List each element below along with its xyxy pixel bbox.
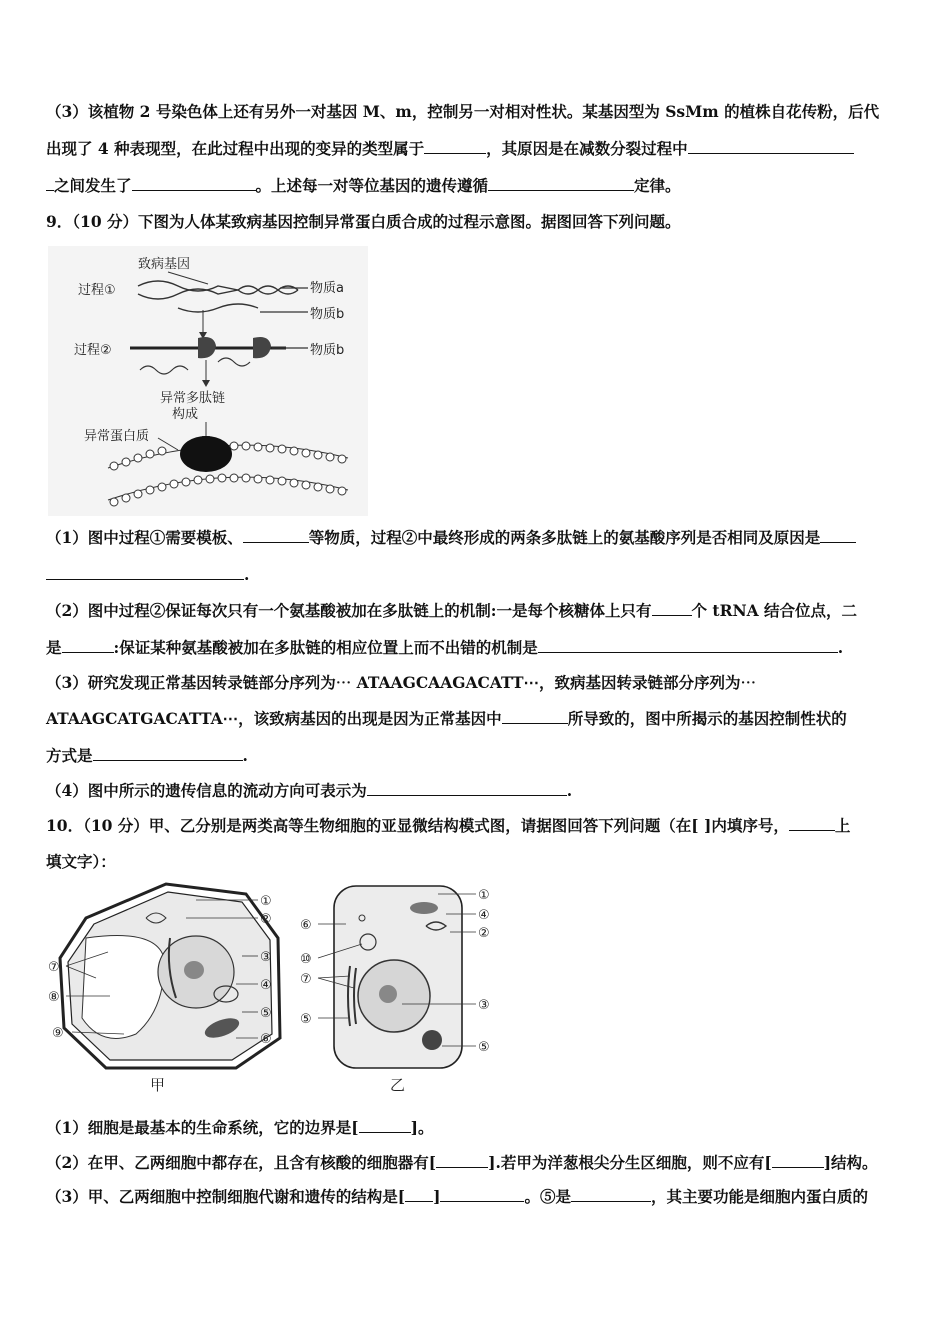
label-7: ⑦: [48, 960, 60, 975]
label-8: ⑧: [48, 990, 60, 1005]
answer-blank[interactable]: [789, 816, 835, 831]
text: 上: [834, 816, 851, 835]
label-2: ②: [478, 926, 490, 941]
text: 等物质，过程②中最终形成的两条多肽链上的氨基酸序列是否相同及原因是: [308, 528, 821, 547]
q10-s3: [46, 1186, 868, 1208]
q9-s2-line2: [46, 637, 843, 659]
fig-forms-label: 构成: [172, 407, 199, 422]
label-9: ⑨: [52, 1026, 64, 1041]
q8-part3-line1: （3）该植物 2 号染色体上还有另外一对基因 M、m，控制另一对相对性状。某基因型为 SsMm 的植株自花传粉，后代: [46, 102, 880, 121]
text: 。⑤是: [524, 1187, 571, 1206]
text: 。上述每一对等位基因的遗传遵循: [255, 176, 489, 195]
q9-s4: [46, 780, 572, 802]
answer-blank[interactable]: [46, 565, 244, 580]
answer-blank[interactable]: [405, 1187, 433, 1202]
text: ]: [433, 1187, 441, 1206]
q9-stem: [46, 211, 681, 233]
q9-s3-line1: （3）研究发现正常基因转录链部分序列为⋯ ATAAGCAAGACATT⋯，致病基因转录链部分序列为⋯: [46, 673, 757, 692]
fig-chain-label: 异常多肽链: [160, 391, 226, 406]
text: 9．（10 分）下图为人体某致病基因控制异常蛋白质合成的过程示意图。据图回答下列问题。: [46, 212, 681, 231]
label-6: ⑥: [260, 1032, 272, 1047]
q10-s2: [46, 1152, 878, 1174]
text: （1）图中过程①需要模板、: [46, 528, 243, 547]
label-2: ②: [260, 912, 272, 927]
text: 是: [46, 638, 62, 657]
q8-part3-line2: [46, 138, 854, 160]
answer-blank[interactable]: [571, 1187, 651, 1202]
answer-blank[interactable]: [46, 176, 54, 191]
answer-blank[interactable]: [502, 709, 568, 724]
label-6: ⑥: [300, 918, 312, 933]
answer-blank[interactable]: [688, 139, 854, 154]
answer-blank[interactable]: [93, 746, 243, 761]
q8-part3-line3: [46, 175, 681, 197]
answer-blank[interactable]: [538, 638, 838, 653]
text: 之间发生了: [54, 176, 132, 195]
label-4: ④: [478, 908, 490, 923]
text: 10．（10 分）甲、乙分别是两类高等生物细胞的亚显微结构模式图，请据图回答下列问题（在[ ]内填序号，: [46, 816, 789, 835]
fig-protein-label: 异常蛋白质: [84, 429, 150, 444]
answer-blank[interactable]: [424, 139, 486, 154]
text: （2）图中过程②保证每次只有一个氨基酸被加在多肽链上的机制:一是每个核糖体上只有: [46, 601, 652, 620]
answer-blank[interactable]: [652, 601, 692, 616]
q10-figure: [46, 878, 506, 1096]
answer-blank[interactable]: [440, 1187, 524, 1202]
label-5: ⑤: [260, 1006, 272, 1021]
label-3: ③: [478, 998, 490, 1013]
text: 方式是: [46, 746, 93, 765]
text: （1）细胞是最基本的生命系统，它的边界是[: [46, 1118, 359, 1137]
animal-cell-yi: [334, 886, 462, 1068]
fig-gene-label: 致病基因: [138, 257, 191, 272]
text: :保证某种氨基酸被加在多肽链的相应位置上而不出错的机制是: [113, 638, 538, 657]
cell-jia-caption: 甲: [150, 1076, 166, 1094]
text: 定律。: [634, 176, 681, 195]
answer-blank[interactable]: [243, 528, 309, 543]
text: ，其原因是在减数分裂过程中: [486, 139, 688, 158]
label-4: ④: [260, 978, 272, 993]
text: ，其主要功能是细胞内蛋白质的: [650, 1187, 868, 1206]
label-7: ⑦: [300, 972, 312, 987]
q9-s3-line3: [46, 745, 248, 767]
text: （3）甲、乙两细胞中控制细胞代谢和遗传的结构是[: [46, 1187, 406, 1206]
q9-s3-line2: [46, 708, 847, 730]
q9-s1-line1: [46, 527, 856, 549]
q9-s2-line1: [46, 600, 857, 622]
answer-blank[interactable]: [367, 781, 567, 796]
text: 所导致的，图中所揭示的基因控制性状的: [567, 709, 847, 728]
text: （4）图中所示的遗传信息的流动方向可表示为: [46, 781, 367, 800]
answer-blank[interactable]: [436, 1153, 488, 1168]
label-5a: ⑤: [300, 1012, 312, 1027]
text: .: [242, 746, 248, 765]
answer-blank[interactable]: [132, 176, 256, 191]
cell-yi-caption: 乙: [390, 1076, 406, 1094]
text: ATAAGCATGACATTA⋯，该致病基因的出现是因为正常基因中: [46, 709, 502, 728]
fig-substance-b-label-2: 物质b: [310, 343, 345, 358]
label-3: ③: [260, 950, 272, 965]
q10-s1: [46, 1117, 433, 1139]
answer-blank[interactable]: [359, 1118, 411, 1133]
label-1: ①: [478, 888, 490, 903]
text: 个 tRNA 结合位点，二: [691, 601, 858, 620]
fig-process2-label: 过程②: [74, 343, 112, 358]
text: ].若甲为洋葱根尖分生区细胞，则不应有[: [488, 1153, 772, 1172]
answer-blank[interactable]: [820, 528, 856, 543]
q10-stem-line2: 填文字）：: [46, 852, 116, 871]
text: .: [566, 781, 573, 800]
text: （2）在甲、乙两细胞中都存在，且含有核酸的细胞器有[: [46, 1153, 437, 1172]
fig-process1-label: 过程①: [78, 283, 116, 298]
answer-blank[interactable]: [488, 176, 634, 191]
text: .: [837, 638, 844, 657]
text: ]结构。: [823, 1153, 878, 1172]
abnormal-protein-blob: [180, 436, 232, 472]
fig-substance-a-label: 物质a: [310, 281, 344, 296]
plant-cell-jia: [60, 884, 280, 1068]
text: .: [244, 565, 250, 584]
text: ]。: [410, 1118, 434, 1137]
q9-s1-line2: [46, 564, 249, 586]
q9-figure: [48, 246, 368, 516]
text: 出现了 4 种表现型，在此过程中出现的变异的类型属于: [46, 139, 425, 158]
answer-blank[interactable]: [772, 1153, 824, 1168]
label-5b: ⑤: [478, 1040, 490, 1055]
answer-blank[interactable]: [62, 638, 114, 653]
q10-stem-line1: [46, 815, 850, 837]
fig-substance-b-label-1: 物质b: [310, 307, 345, 322]
label-10: ⑩: [300, 952, 312, 967]
label-1: ①: [260, 894, 272, 909]
